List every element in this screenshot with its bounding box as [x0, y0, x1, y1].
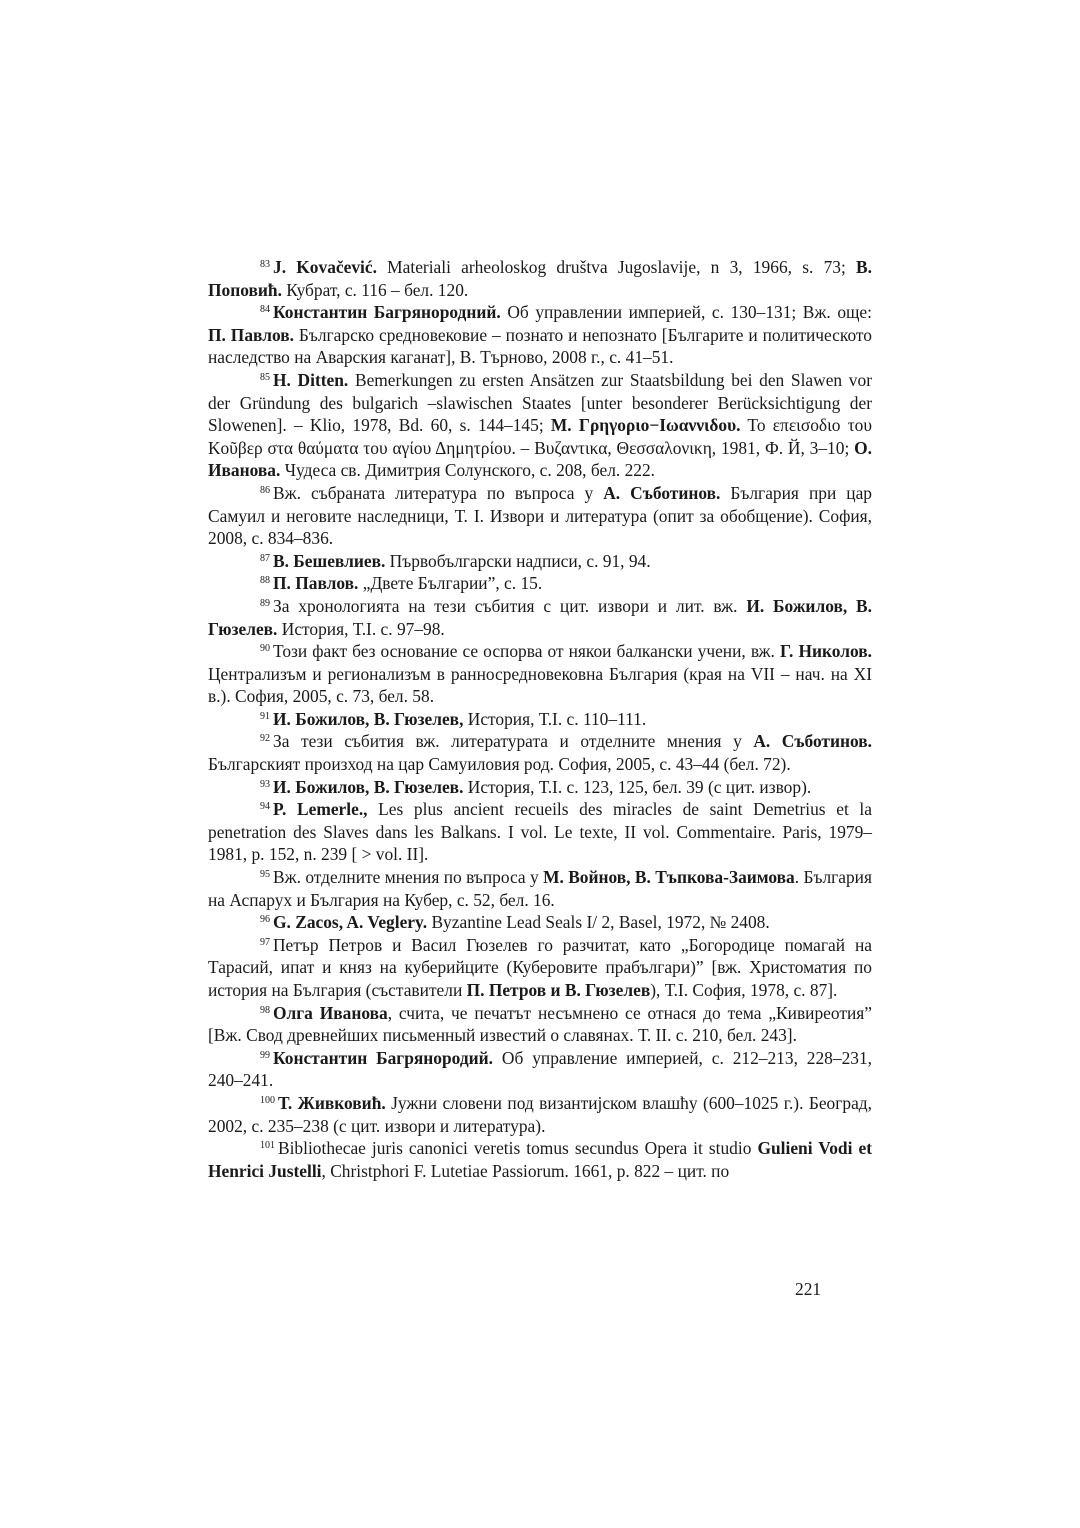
footnote-author: J. Kovačević.	[273, 257, 377, 277]
footnote-author: П. Павлов.	[208, 324, 294, 345]
footnote-95	[208, 866, 872, 911]
footnote-89	[208, 595, 872, 640]
footnote-author: О. Иванова.	[208, 437, 872, 481]
footnote-text: България при цар Самуил и неговите наследници, Т. І. Извори и литература (опит за обобщение). София, 2008, с. 834–836.	[208, 482, 873, 549]
footnote-text: За тези събития вж. литературата и отделните мнения у	[273, 731, 754, 752]
footnote-text: Јужни словени под византијском влашћу (600–1025 г.). Београд, 2002, с. 235–238 (с цит. извори и литература).	[208, 1092, 872, 1136]
footnote-97	[208, 934, 872, 1002]
footnote-text: , Christphori F. Lutetiae Passiorum. 1661, p. 822 – цит. по	[321, 1160, 730, 1181]
footnote-author: Gulieni Vodi et Henrici Justelli	[208, 1138, 872, 1181]
footnote-text: Об управлении империей, с. 130–131; Вж. още:	[500, 302, 872, 323]
footnote-text: Вж. отделните мнения по въпроса у	[273, 867, 544, 888]
footnote-number: 91	[260, 710, 270, 722]
footnote-number: 84	[260, 304, 270, 316]
footnote-author: Т. Живковић.	[278, 1092, 386, 1113]
footnote-text: Кубрат, с. 116 – бел. 120.	[281, 279, 469, 300]
footnote-author: А. Съботинов.	[603, 482, 721, 503]
footnote-number: 88	[260, 575, 270, 587]
footnote-text: Петър Петров и Васил Гюзелев го разчитат, като „Богородице помагай на Тарасий, ипат и княз на куберийците (Куберовите прабългари)” [вж. Христоматия по история на България (съставители	[208, 934, 872, 1000]
footnote-text: За хронологията на тези събития с цит. извори и лит. вж.	[273, 595, 747, 616]
footnote-number: 83	[260, 259, 270, 270]
footnote-number: 99	[260, 1049, 270, 1061]
footnote-author: Олга Иванова	[273, 1002, 388, 1023]
footnote-85	[208, 369, 872, 482]
footnote-author: G. Zacos, A. Veglery.	[273, 912, 428, 933]
footnote-author: Г. Николов.	[779, 641, 873, 662]
footnote-text: . България на Аспарух и България на Кубер, с. 52, бел. 16.	[208, 867, 872, 910]
footnote-92	[208, 730, 872, 775]
footnote-author: И. Божилов, В. Гюзелев.	[273, 776, 464, 797]
footnote-author: П. Павлов.	[273, 573, 359, 594]
footnote-author: Константин Багрянородний.	[273, 302, 501, 323]
footnote-91	[208, 708, 872, 731]
footnote-number: 89	[260, 597, 270, 609]
footnote-number: 85	[260, 371, 270, 383]
footnote-author: И. Божилов, В. Гюзелев.	[208, 595, 872, 639]
footnote-number: 98	[260, 1004, 270, 1016]
footnote-93	[208, 776, 872, 799]
footnote-number: 90	[260, 643, 270, 655]
footnote-author: В. Поповић.	[208, 257, 872, 300]
footnote-text: Byzantine Lead Seals I/ 2, Basel, 1972, № 2408.	[427, 912, 770, 933]
footnote-text: История, Т.І. с. 110–111.	[463, 708, 647, 729]
footnote-text: Българско средновековие – познато и непознато [Българите и политическото наследство на Аварския каганат], В. Търново, 2008 г., с. 41–51.	[208, 324, 872, 368]
footnote-text: Об управление империей, с. 212–213, 228–231, 240–241.	[208, 1047, 872, 1091]
footnote-number: 100	[260, 1094, 275, 1106]
footnote-text: „Двете Българии”, с. 15.	[358, 573, 543, 594]
footnote-96	[208, 911, 872, 934]
footnote-98	[208, 1002, 872, 1047]
footnote-87	[208, 550, 872, 573]
footnote-83	[208, 256, 872, 301]
footnote-100	[208, 1092, 872, 1137]
footnote-author: Μ. Γρηγοριο−Ιωαννιδου.	[550, 415, 741, 436]
footnote-author: P. Lemerle.,	[273, 799, 368, 820]
footnote-99	[208, 1047, 872, 1092]
footnote-number: 95	[260, 869, 270, 881]
footnote-author: П. Петров и В. Гюзелев	[466, 980, 651, 1000]
footnote-number: 101	[260, 1140, 275, 1152]
footnote-text: История, Т.І. с. 123, 125, бел. 39 (с цит. извор).	[463, 776, 812, 797]
footnote-author: Константин Багрянородий.	[273, 1047, 494, 1068]
footnote-author: М. Войнов, В. Тъпкова-Заимова	[543, 867, 795, 888]
footnote-text: Този факт без основание се оспорва от някои балкански учени, вж.	[273, 641, 780, 662]
footnote-text: Чудеса св. Димитрия Солунского, с. 208, бел. 222.	[280, 460, 656, 481]
footnote-author: H. Ditten.	[273, 369, 349, 390]
footnote-text: Вж. събраната литература по въпроса у	[273, 482, 604, 503]
footnote-84	[208, 301, 872, 369]
footnote-number: 86	[260, 484, 270, 496]
footnote-number: 93	[260, 778, 270, 790]
footnote-number: 92	[260, 733, 270, 745]
footnotes-block	[208, 256, 872, 1182]
footnote-number: 97	[260, 936, 270, 948]
footnote-88	[208, 572, 872, 595]
footnote-text: История, Т.І. с. 97–98.	[277, 618, 445, 639]
footnote-text: Materiali arheoloskog društva Jugoslavije, n 3, 1966, s. 73;	[376, 257, 857, 277]
footnote-text: Les plus ancient recueils des miracles de saint Demetrius et la penetration des Slaves dans les Balkans. I vol. Le texte, II vol. Commentaire. Paris, 1979–1981, p. 152, n. 239 [ > vol. II].	[208, 799, 872, 865]
footnote-text: Το επεισοδιο του Κοῦβερ στα θαύματα του αγίου Δημητρίου. – Βυζαντικα, Θεσσαλονικη, 1981, Ф. Й, 3–10;	[208, 415, 872, 458]
footnote-number: 87	[260, 552, 270, 564]
footnote-101	[208, 1137, 872, 1182]
footnote-text: Българският произход на цар Самуиловия род. София, 2005, с. 43–44 (бел. 72).	[208, 754, 791, 775]
footnote-number: 96	[260, 914, 270, 926]
footnote-text: , счита, че печатът несъмнено се отнася до тема „Кивиреотия” [Вж. Свод древнейших письменный известий о славянах. Т. II. с. 210, бел. 243].	[208, 1002, 872, 1046]
footnote-94	[208, 798, 872, 866]
page-number: 221	[795, 1279, 822, 1299]
footnote-author: И. Божилов, В. Гюзелев,	[273, 708, 464, 729]
footnote-text: Първобългарски надписи, с. 91, 94.	[385, 550, 651, 571]
footnote-86	[208, 482, 872, 550]
footnote-number: 94	[260, 801, 270, 813]
footnote-text: ), Т.І. София, 1978, с. 87].	[650, 980, 838, 1000]
footnote-text: Bemerkungen zu ersten Ansätzen zur Staatsbildung bei den Slawen vor der Gründung des bulgarich –slawischen Staates [unter besonderer Berücksichtigung der Slowenen]. – Klio, 1978, Bd. 60, s. 144–145;	[208, 369, 872, 436]
footnote-author: А. Съботинов.	[753, 731, 873, 752]
footnote-90	[208, 640, 872, 708]
footnote-author: В. Бешевлиев.	[273, 550, 386, 571]
footnote-text: Bibliothecae juris canonici veretis tomus secundus Opera it studio	[278, 1138, 758, 1159]
footnote-text: Централизъм и регионализъм в ранносредновековна България (края на VII – нач. на XI в.). София, 2005, с. 73, бел. 58.	[208, 663, 872, 707]
